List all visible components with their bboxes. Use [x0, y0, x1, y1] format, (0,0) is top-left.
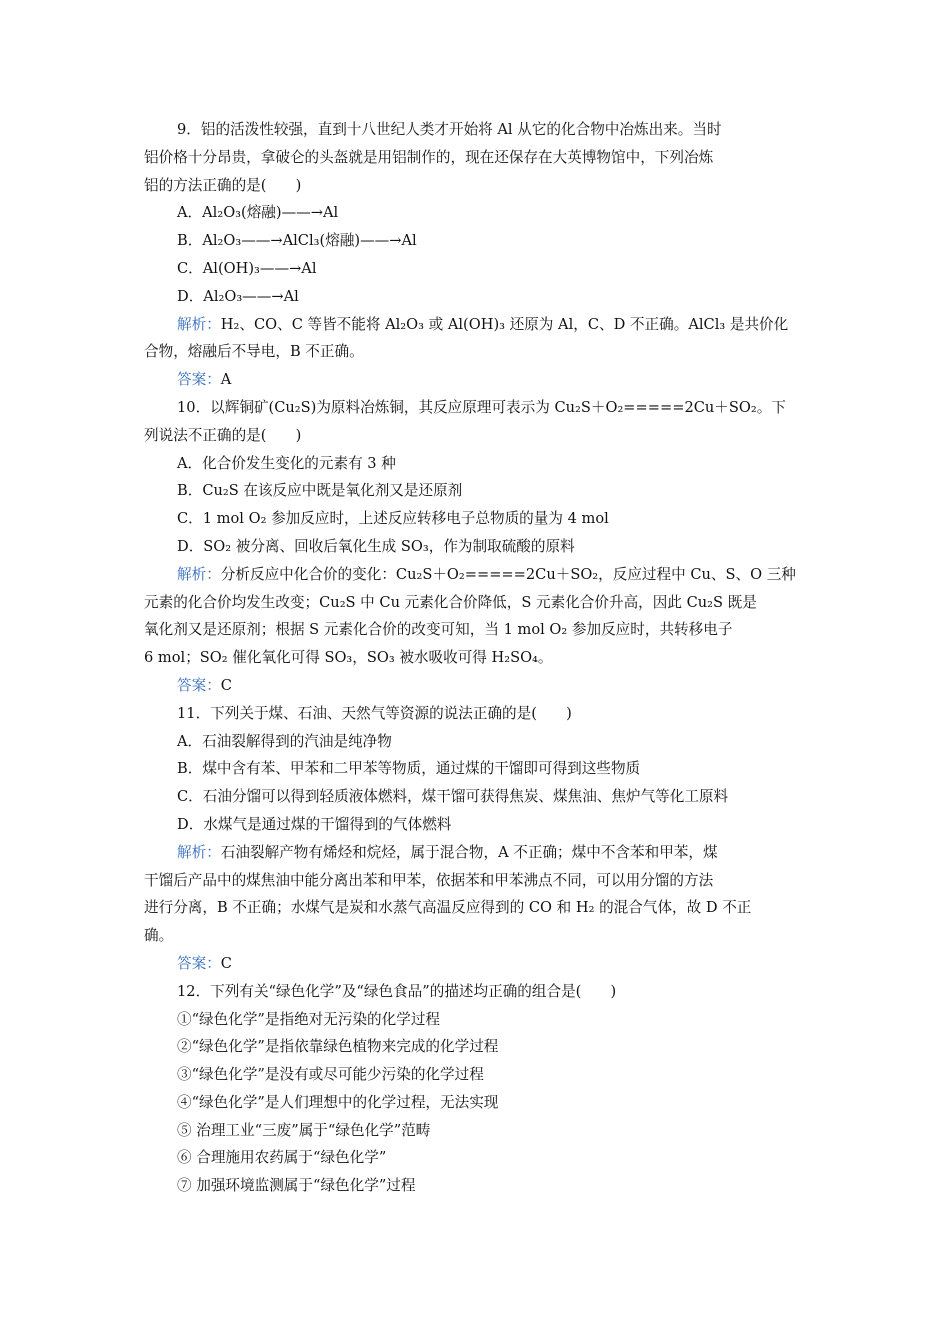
q12-item-2: ②“绿色化学”是指依靠绿色植物来完成的化学过程: [177, 1038, 499, 1056]
q9-option-a: A．Al₂O₃(熔融)——→Al: [177, 204, 339, 222]
q10-answer: [144, 672, 809, 700]
q10-analysis-line-2: 元素的化合价均发生改变；Cu₂S 中 Cu 元素化合价降低，S 元素化合价升高，因此 Cu₂S 既是: [144, 593, 757, 611]
q9-option-d: D．Al₂O₃——→Al: [177, 287, 299, 305]
q10-option-c: C．1 mol O₂ 参加反应时，上述反应转移电子总物质的量为 4 mol: [177, 510, 609, 528]
q12-item-5: ⑤ 治理工业“三废”属于“绿色化学”范畴: [177, 1121, 431, 1139]
q11-analysis-line-2: 干馏后产品中的煤焦油中能分离出苯和甲苯，依据苯和甲苯沸点不同，可以用分馏的方法: [144, 871, 714, 889]
q9-answer-value: A: [220, 371, 232, 389]
q12-item-4: ④“绿色化学”是人们理想中的化学过程，无法实现: [177, 1093, 499, 1111]
q11-analysis-line-3: 进行分离，B 不正确；水煤气是炭和水蒸气高温反应得到的 CO 和 H₂ 的混合气体，故 D 不正: [144, 899, 752, 917]
q11-analysis-line-4: 确。: [144, 927, 174, 945]
q9-option-c: C．Al(OH)₃——→Al: [177, 259, 317, 277]
analysis-label: 解析：: [177, 565, 221, 583]
q10-stem-line-2: 列说法不正确的是( ): [144, 426, 302, 444]
q11-answer-value: C: [220, 954, 232, 972]
q12-stem-line-1: 12．下列有关“绿色化学”及“绿色食品”的描述均正确的组合是( ): [177, 982, 617, 1000]
q9-stem-line-1: 9．铝的活泼性较强，直到十八世纪人类才开始将 Al 从它的化合物中冶炼出来。当时: [177, 121, 722, 138]
q11-stem-line-1: 11．下列关于煤、石油、天然气等资源的说法正确的是( ): [177, 704, 572, 722]
q9-analysis-line-1: [144, 311, 809, 339]
q10-stem-line-1: 10．以辉铜矿(Cu₂S)为原料冶炼铜，其反应原理可表示为 Cu₂S＋O₂=====2Cu＋SO₂。下: [177, 398, 786, 416]
q11-analysis-text-1: 石油裂解产物有烯烃和烷烃，属于混合物，A 不正确；煤中不含苯和甲苯，煤: [220, 843, 718, 861]
q10-option-d: D．SO₂ 被分离、回收后氧化生成 SO₃，作为制取硫酸的原料: [177, 537, 575, 555]
q10-analysis-line-4: 6 mol；SO₂ 催化氧化可得 SO₃，SO₃ 被水吸收可得 H₂SO₄。: [144, 649, 553, 667]
q9-option-b: B．Al₂O₃——→AlCl₃(熔融)——→Al: [177, 232, 417, 250]
q9-analysis-text-1: H₂、CO、C 等皆不能将 Al₂O₃ 或 Al(OH)₃ 还原为 Al，C、D 不正确。AlCl₃ 是共价化: [220, 315, 789, 333]
q11-option-d: D．水煤气是通过煤的干馏得到的气体燃料: [177, 815, 452, 833]
q11-option-c: C．石油分馏可以得到轻质液体燃料，煤干馏可获得焦炭、煤焦油、焦炉气等化工原料: [177, 788, 729, 806]
answer-label: 答案：: [177, 676, 221, 694]
q10-analysis-line-1: [144, 561, 809, 589]
q12-item-7: ⑦ 加强环境监测属于“绿色化学”过程: [177, 1177, 416, 1195]
analysis-label: 解析：: [177, 315, 221, 333]
q9-stem-line-3: 铝的方法正确的是( ): [144, 176, 302, 194]
q12-item-3: ③“绿色化学”是没有或尽可能少污染的化学过程: [177, 1066, 484, 1084]
analysis-label: 解析：: [177, 843, 221, 861]
q11-answer: [144, 950, 809, 978]
answer-label: 答案：: [177, 954, 221, 972]
q11-option-b: B．煤中含有苯、甲苯和二甲苯等物质，通过煤的干馏即可得到这些物质: [177, 760, 641, 778]
answer-label: 答案：: [177, 371, 221, 389]
q12-item-1: ①“绿色化学”是指绝对无污染的化学过程: [177, 1010, 441, 1028]
q10-answer-value: C: [220, 676, 232, 694]
q9-stem-line-2: 铝价格十分昂贵，拿破仑的头盔就是用铝制作的，现在还保存在大英博物馆中，下列冶炼: [144, 148, 714, 166]
q11-analysis-line-1: [144, 839, 809, 867]
q12-item-6: ⑥ 合理施用农药属于“绿色化学”: [177, 1149, 387, 1167]
q10-analysis-text-1: 分析反应中化合价的变化：Cu₂S＋O₂=====2Cu＋SO₂，反应过程中 Cu、S、O 三种: [220, 565, 796, 583]
q10-option-a: A．化合价发生变化的元素有 3 种: [177, 454, 396, 472]
q9-answer: [144, 366, 809, 394]
q11-option-a: A．石油裂解得到的汽油是纯净物: [177, 732, 392, 750]
question-content: [144, 116, 809, 1200]
q10-option-b: B．Cu₂S 在该反应中既是氧化剂又是还原剂: [177, 482, 463, 500]
q10-analysis-line-3: 氧化剂又是还原剂；根据 S 元素化合价的改变可知，当 1 mol O₂ 参加反应时，共转移电子: [144, 621, 733, 639]
q9-analysis-line-2: 合物，熔融后不导电，B 不正确。: [144, 343, 364, 361]
